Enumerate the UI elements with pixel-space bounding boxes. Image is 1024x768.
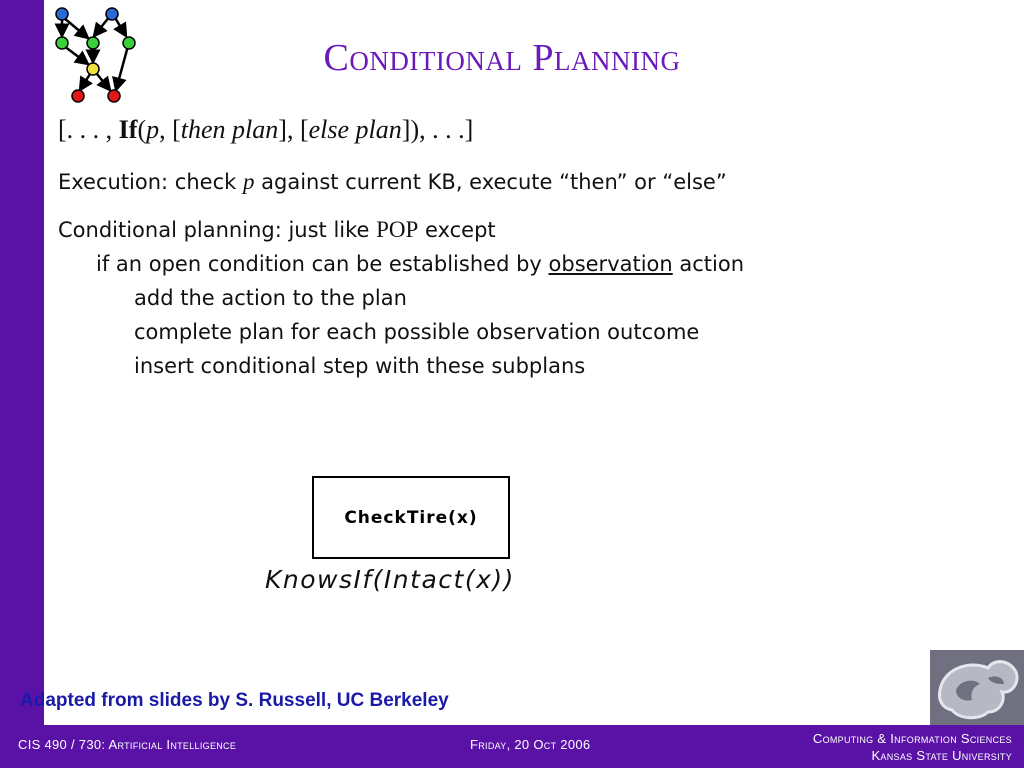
action-effect-label: KnowsIf(Intact(x)) [265,565,515,594]
footer-university: Kansas State University [871,748,1012,763]
footer-date: Friday, 20 Oct 2006 [470,737,591,752]
action-box-checktire [312,476,510,559]
footer-dept: Computing & Information Sciences [812,731,1012,746]
list-item: add the action to the plan [134,286,407,310]
list-item: insert conditional step with these subplans [134,354,586,378]
slide-body [58,115,858,383]
page-title: Conditional Planning [323,37,681,79]
left-sidebar-bar [0,0,44,725]
action-label: CheckTire(x) [344,507,478,528]
conditional-step-formula: [. . . , If(p, [then plan], [else plan]), . . .] [58,115,474,144]
list-item: complete plan for each possible observation outcome [134,320,700,344]
credit-text: Adapted from slides by S. Russell, UC Berkeley [20,690,449,711]
footer-institution [813,730,1012,764]
footer-course: CIS 490 / 730: Artificial Intelligence [18,737,237,752]
open-condition-line: if an open condition can be established by observation action [96,252,745,276]
conditional-planning-line: Conditional planning: just like POP except [58,217,496,242]
execution-line: Execution: check p against current KB, execute “then” or “else” [58,169,727,194]
wildcat-logo-icon [930,650,1024,725]
